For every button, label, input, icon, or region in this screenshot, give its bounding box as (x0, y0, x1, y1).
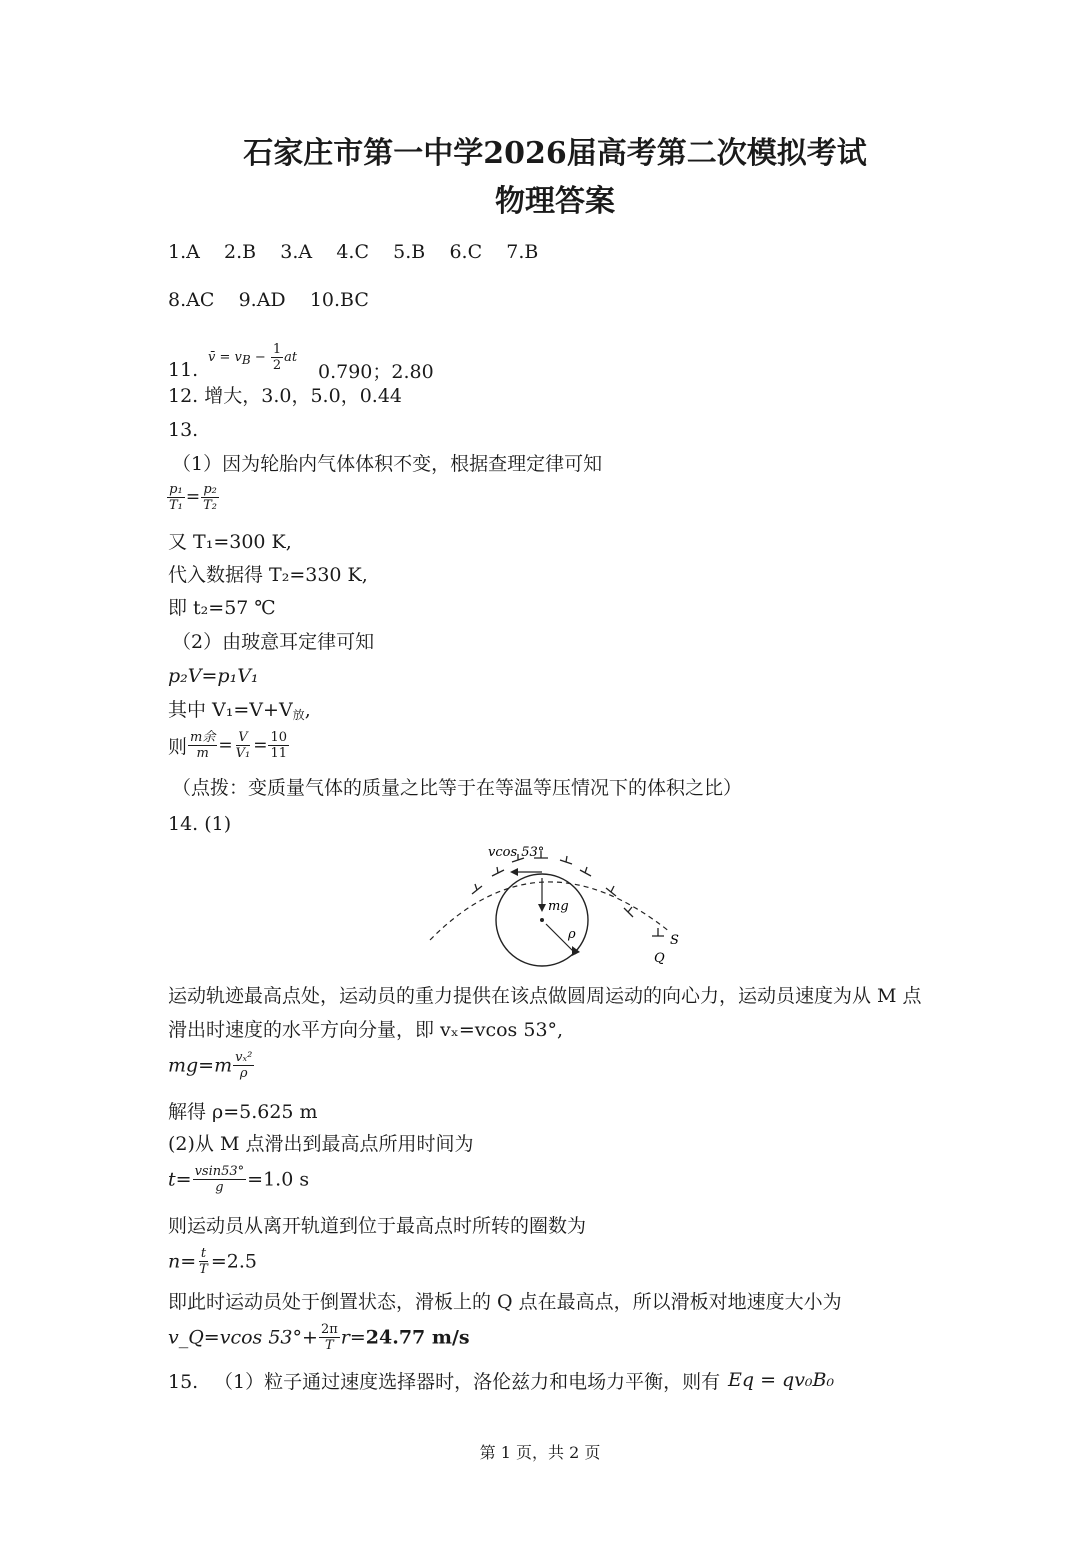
choice-answer: 4.C (336, 241, 369, 263)
q11-label: 11. (168, 359, 199, 381)
document-title: 石家庄市第一中学2026届高考第二次模拟考试 (243, 136, 867, 171)
skater-icon (624, 907, 633, 917)
q11-formula: v̄ = vB − $\frac{1}{2}$ at (208, 342, 298, 373)
choice-answer: 1.A (168, 241, 200, 263)
q13-boyle-equation: p₂V=p₁V₁ (168, 665, 259, 687)
q14-state-text: 即此时运动员处于倒置状态，滑板上的 Q 点在最高点，所以滑板对地速度大小为 (168, 1291, 842, 1313)
q14-part2-heading: (2)从 M 点滑出到最高点所用时间为 (168, 1133, 474, 1155)
q13-label: 13. (168, 419, 199, 441)
q15-equation: Eq = qv₀B₀ (728, 1369, 835, 1391)
choice-row-1 (168, 240, 538, 264)
q14-rho-result: 解得 ρ=5.625 m (168, 1101, 318, 1123)
gravity-arrowhead (538, 904, 546, 912)
choice-answer: 8.AC (168, 289, 215, 311)
skater-icons (472, 851, 664, 936)
skater-icon (606, 886, 616, 896)
skater-icon (560, 856, 572, 864)
velocity-arrowhead (510, 868, 518, 876)
q15-text: （1）粒子通过速度选择器时，洛伦兹力和电场力平衡，则有 (214, 1371, 721, 1393)
fig-label-q: Q (654, 951, 665, 966)
circle-center (540, 918, 544, 922)
q13-part2-heading: （2）由玻意耳定律可知 (172, 631, 375, 653)
page-footer: 第 1 页，共 2 页 (479, 1443, 601, 1462)
q12-answer: 12. 增大，3.0，5.0，0.44 (168, 385, 402, 407)
q14-para-line1: 运动轨迹最高点处，运动员的重力提供在该点做圆周运动的向心力，运动员速度为从 M 点 (168, 985, 922, 1007)
choice-answer: 2.B (224, 241, 257, 263)
skater-icon (580, 867, 591, 876)
q14-centripetal-equation: mg=m $\frac{\text{vₓ²}}{\rho}$ (168, 1050, 253, 1081)
q13-ratio-equation: 则 $\frac{\text{m余}}{m}$ = $\frac{V}{\text{V₁}}$ = $\frac{10}{11}$ (168, 730, 287, 761)
skater-icon (472, 884, 482, 894)
choice-row-2 (168, 288, 369, 312)
q15-label: 15. (168, 1371, 199, 1393)
q13-t2-line: 代入数据得 T₂=330 K, (168, 564, 368, 586)
q13-volume-line: 其中 $V_1=V+V_放$, (168, 699, 311, 722)
fig-label-rho: ρ (568, 927, 576, 942)
q14-turns-text: 则运动员从离开轨道到位于最高点时所转的圈数为 (168, 1215, 587, 1237)
fig-label-vcos: vcos 53° (488, 845, 545, 860)
q14-turns-equation: n= $\frac{t}{T}$ =2.5 (168, 1246, 257, 1277)
skater-icon (492, 867, 504, 876)
skateboard-trajectory-diagram (420, 836, 700, 976)
q14-label: 14. (1) (168, 813, 232, 835)
fig-label-mg: mg (548, 899, 569, 914)
choice-answer: 3.A (280, 241, 313, 263)
choice-answer: 6.C (449, 241, 483, 263)
q13-t1-line: 又 T₁=300 K, (168, 531, 292, 553)
choice-answer: 7.B (506, 241, 539, 263)
q11-answer: 0.790；2.80 (318, 361, 434, 383)
q13-celsius-line: 即 t₂=57 ℃ (168, 597, 276, 619)
q14-velocity-equation: v_Q=vcos 53°+ $\frac{2\pi}{T}$ r=24.77 m/s (168, 1322, 470, 1353)
q14-time-equation: t= $\frac{vsin53^\circ}{g}$ =1.0 s (168, 1164, 310, 1195)
q13-part1-heading: （1）因为轮胎内气体体积不变，根据查理定律可知 (172, 453, 603, 475)
fig-label-s: S (670, 933, 679, 948)
document-subtitle: 物理答案 (495, 184, 615, 219)
q13-note: （点拨：变质量气体的质量之比等于在等温等压情况下的体积之比） (172, 777, 743, 799)
q14-para-line2: 滑出时速度的水平方向分量，即 vₓ=vcos 53°, (168, 1019, 564, 1041)
q13-charles-equation: $\frac{\text{p₁}}{\text{T₁}}$ = $\frac{\text{p₂}}{\text{T₂}}$ (169, 482, 218, 513)
choice-answer: 10.BC (309, 289, 369, 311)
choice-answer: 9.AD (238, 289, 286, 311)
skater-icon (652, 928, 664, 936)
choice-answer: 5.B (393, 241, 426, 263)
